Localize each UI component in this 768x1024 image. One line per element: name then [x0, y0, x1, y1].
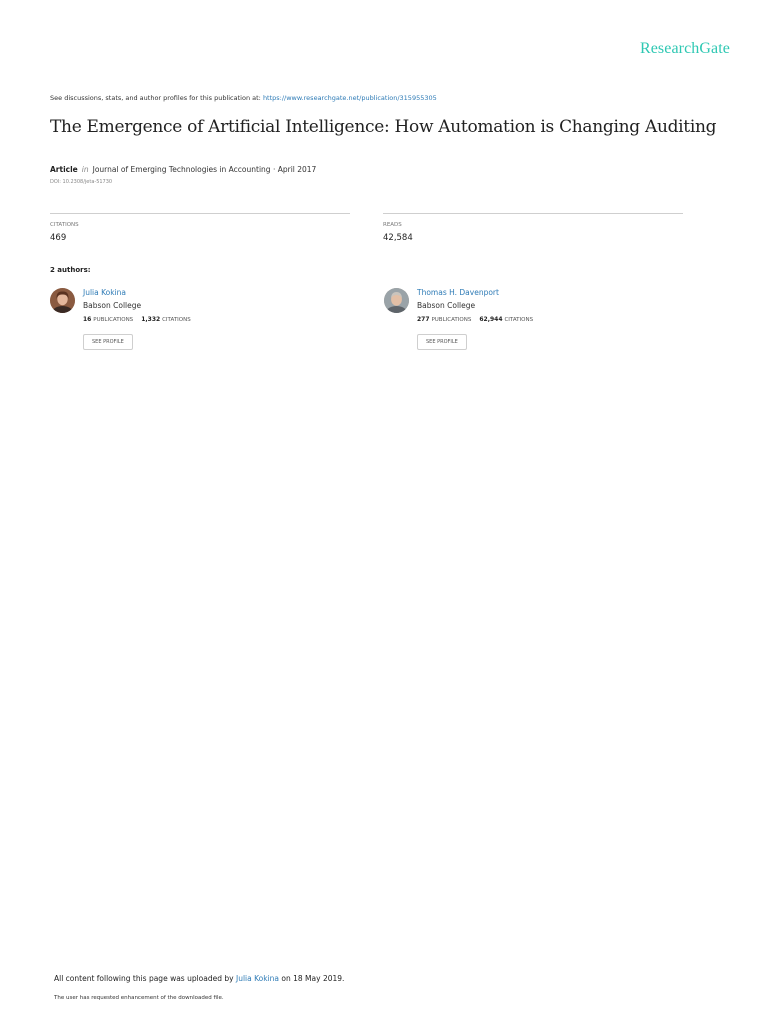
author-citations-label: CITATIONS	[504, 317, 534, 323]
author-info	[417, 288, 533, 323]
discussion-prefix: See discussions, stats, and author profiles for this publication at:	[50, 94, 263, 102]
author-publications-label: PUBLICATIONS	[93, 317, 134, 323]
publication-type: Article	[50, 165, 78, 174]
avatar-photo	[50, 288, 75, 313]
author-name-link[interactable]: Julia Kokina	[83, 288, 127, 297]
author-info	[83, 288, 191, 323]
publication-title: The Emergence of Artificial Intelligence: How Automation is Changing Auditing	[50, 117, 717, 137]
author-stats	[83, 316, 191, 323]
author-institution: Babson College	[417, 301, 476, 310]
author-citations-count: 62,944	[479, 316, 503, 323]
authors-heading: 2 authors:	[50, 266, 91, 274]
publication-venue: Journal of Emerging Technologies in Accounting · April 2017	[92, 165, 317, 174]
reads-value: 42,584	[383, 233, 413, 243]
author-publications-count: 16	[83, 316, 92, 323]
author-citations-label: CITATIONS	[162, 317, 191, 323]
citations-label: CITATIONS	[50, 222, 79, 228]
author-avatar[interactable]	[384, 288, 409, 313]
enhancement-note: The user has requested enhancement of the downloaded file.	[54, 995, 224, 1001]
author-citations-count: 1,332	[141, 316, 161, 323]
upload-prefix: All content following this page was uploaded by	[54, 974, 236, 983]
uploader-link[interactable]: Julia Kokina	[235, 974, 280, 983]
reads-stat	[383, 213, 683, 243]
publication-doi: DOI: 10.2308/jeta-51730	[50, 179, 113, 185]
publication-meta	[50, 165, 316, 174]
publication-url-link[interactable]: https://www.researchgate.net/publication/315955305	[262, 94, 437, 102]
author-stats	[417, 316, 533, 323]
author-avatar[interactable]	[50, 288, 75, 313]
see-profile-button[interactable]: SEE PROFILE	[83, 334, 133, 350]
author-publications-count: 277	[417, 316, 430, 323]
citations-value: 469	[50, 233, 67, 243]
author-publications-label: PUBLICATIONS	[431, 317, 472, 323]
avatar-photo	[384, 288, 409, 313]
researchgate-logo[interactable]: ResearchGate	[639, 40, 730, 57]
upload-suffix: on 18 May 2019.	[279, 974, 345, 983]
author-institution: Babson College	[83, 301, 142, 310]
author-name-link[interactable]: Thomas H. Davenport	[417, 288, 499, 297]
upload-notice	[54, 974, 344, 983]
citations-stat	[50, 213, 350, 243]
see-profile-button[interactable]: SEE PROFILE	[417, 334, 467, 350]
reads-label: READS	[383, 222, 402, 228]
publication-in-word: in	[81, 165, 89, 174]
discussion-line	[50, 94, 437, 102]
